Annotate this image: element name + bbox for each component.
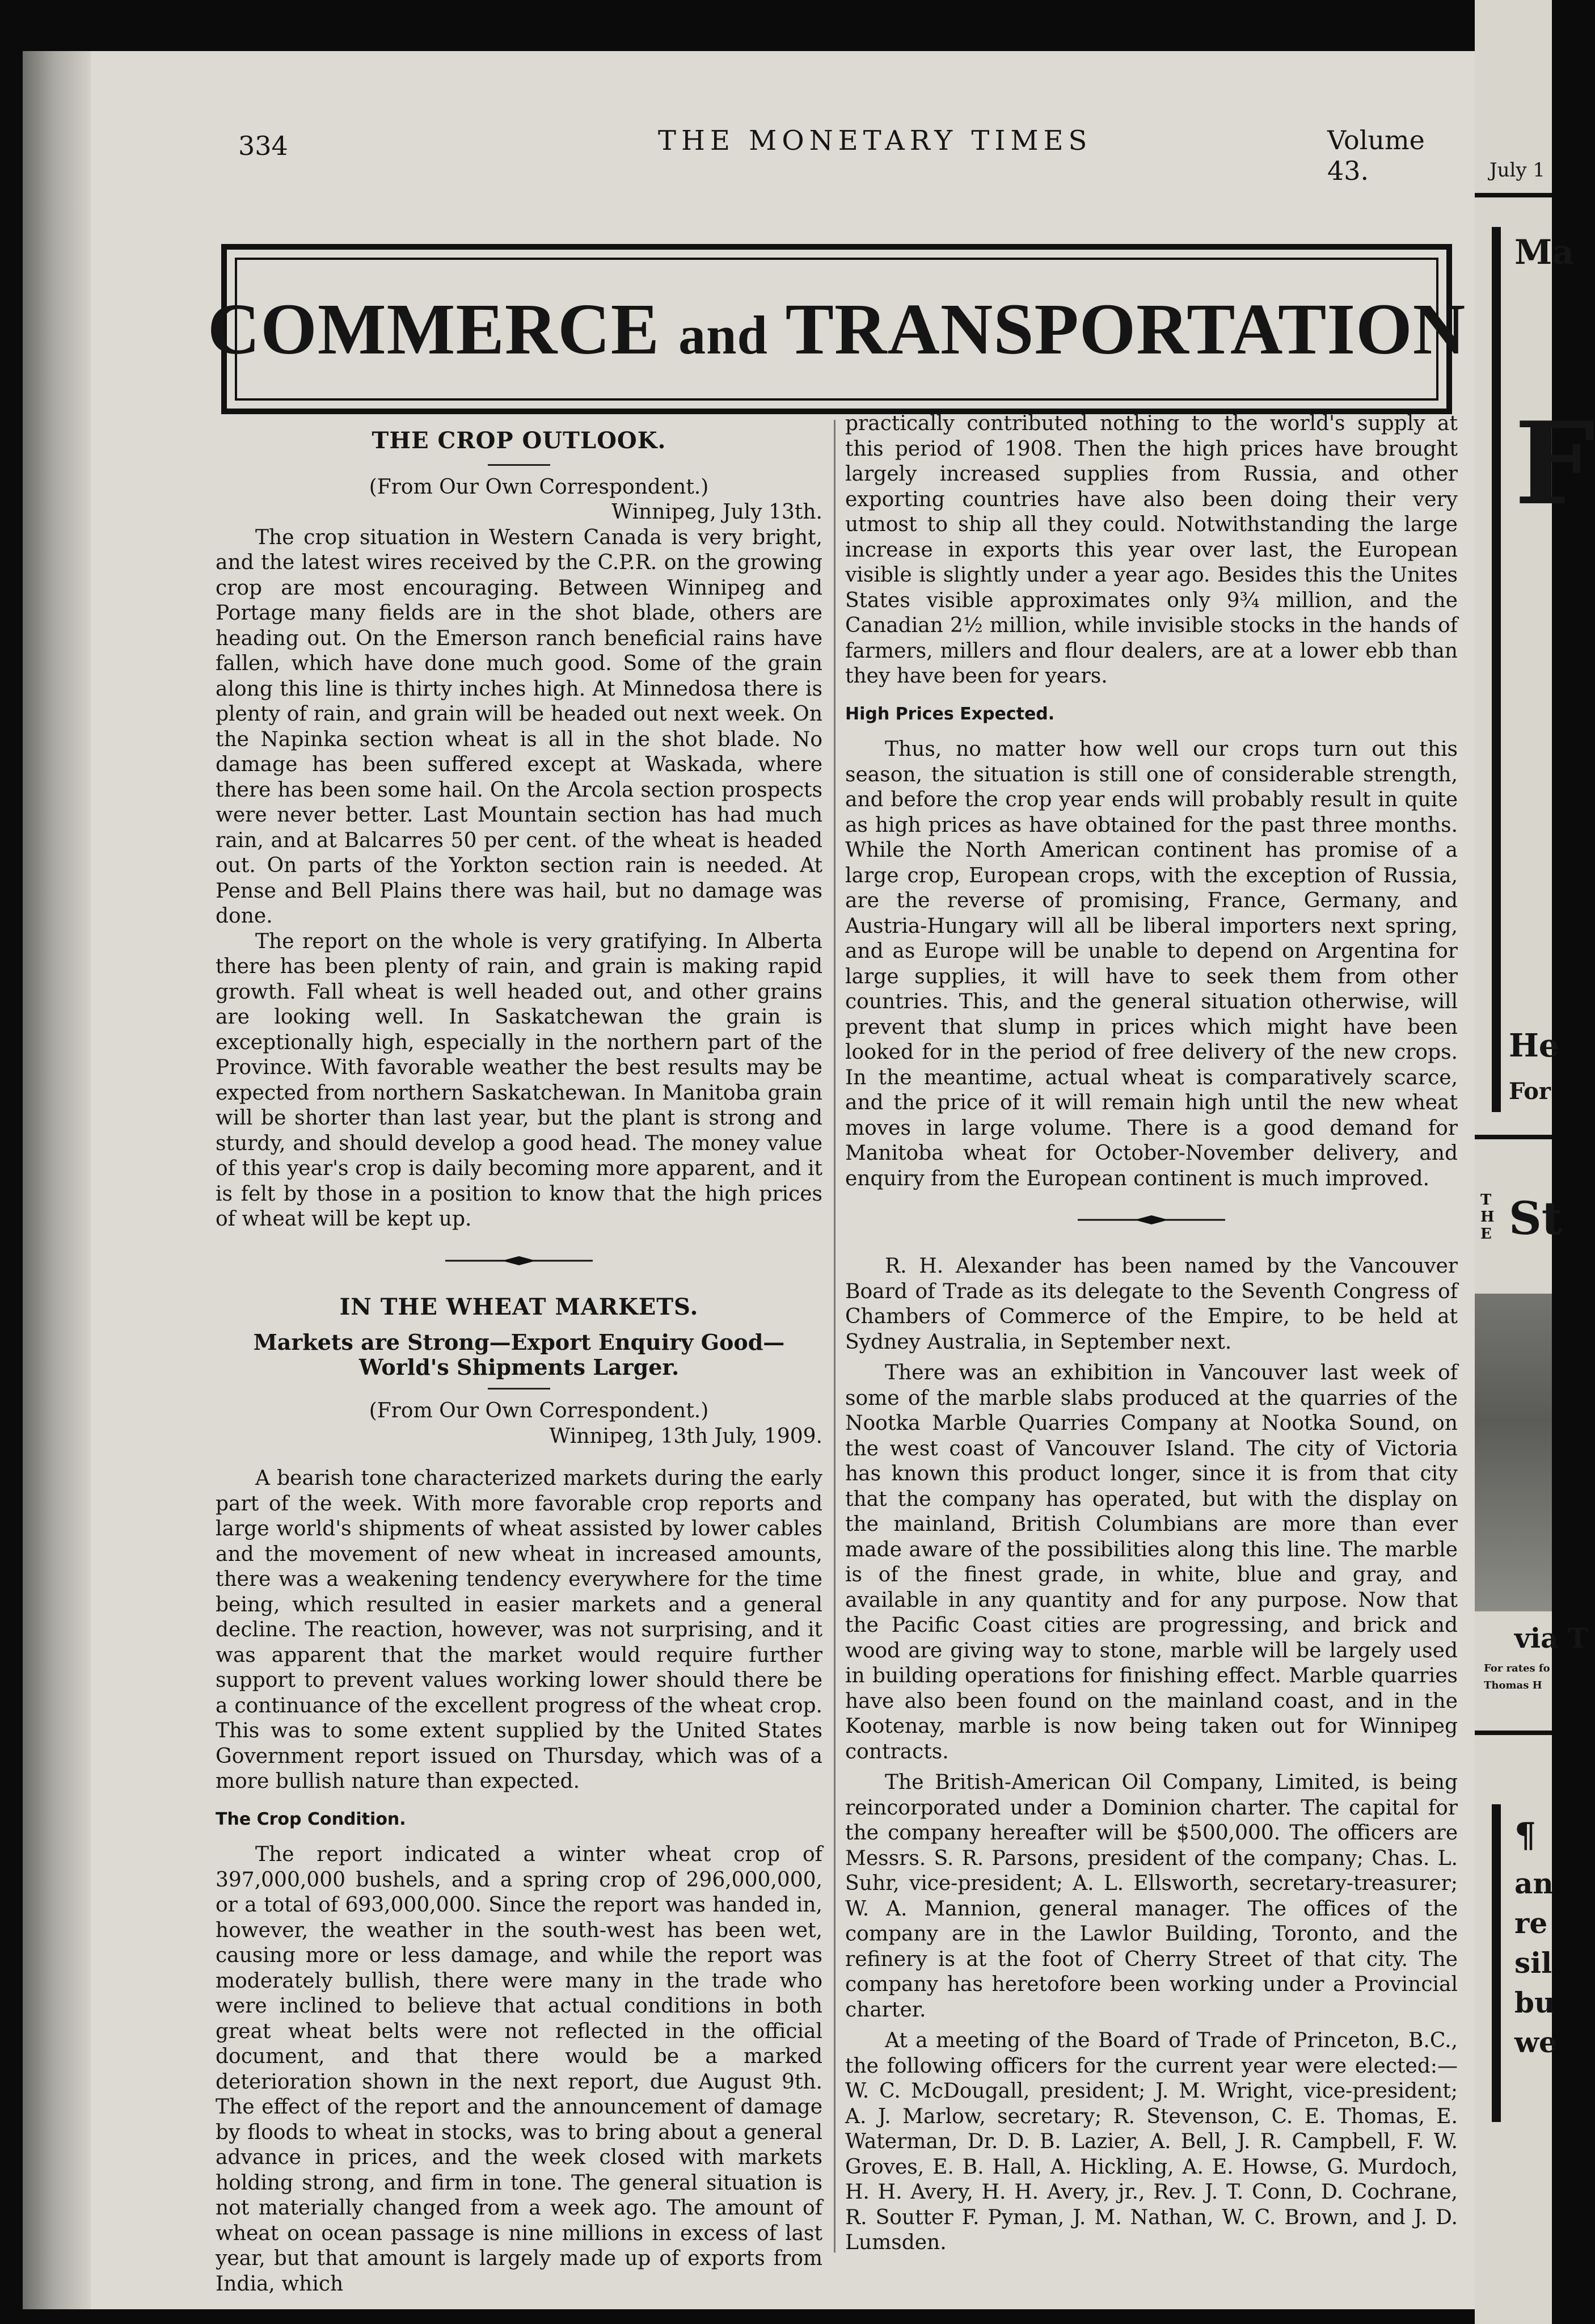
adjacent-date: July 1 <box>1489 159 1546 182</box>
section-banner <box>207 244 1466 414</box>
crop-outlook-paragraph: The crop situation in Western Canada is very bright, and the latest wires received by the C.P.R. on the growing crop are most encouraging. Between Winnipeg and Portage many fields are in the shot blade, others are heading out. On the Emerson ranch beneficial rains have fallen, which have done much good. Some of the grain along this line is thirty inches high. At Minnedosa there is plenty of rain, and grain will be headed out next week. On the Napinka section wheat is all in the shot blade. No damage has been suffered except at Waskada, where there has been some hail. On the Arcola section prospects were never better. Last Mountain section has had much rain, and at Balcarres 50 per cent. of the wheat is headed out. On parts of the Yorkton section rain is needed. At Pense and Bell Plains there was hail, but no damage was done. <box>216 525 822 928</box>
adjacent-photo <box>1475 1294 1552 1611</box>
wheat-markets-byline: (From Our Own Correspondent.) <box>369 1399 709 1422</box>
adjacent-fragment: ¶ <box>1514 1816 1537 1855</box>
adjacent-ad-text: Ma <box>1514 233 1575 272</box>
adjacent-page-fragment <box>1475 0 1595 2324</box>
adjacent-side-letter: E <box>1480 1226 1492 1243</box>
adjacent-ad-text: For rates fo <box>1484 1662 1550 1674</box>
crop-outlook-byline: (From Our Own Correspondent.) <box>369 475 709 499</box>
adjacent-ad-text: He <box>1509 1027 1559 1064</box>
adjacent-rule <box>1475 1135 1552 1139</box>
section-title <box>208 288 1466 371</box>
ornament-rule-icon <box>445 1255 593 1266</box>
adjacent-border <box>1492 227 1501 1112</box>
wheat-markets-paragraph: Thus, no matter how well our crops turn out this season, the situation is still one of considerable strength, and before the crop year ends will probably result in quite as high prices as have obtained for the past three months. While the North American continent has promise of a large crop, European crops, with the exception of Russia, are the reverse of promising, France, Germany, and Austria-Hungary will all be liberal importers next spring, and as Europe will be unable to depend on Argentina for large supplies, it will have to seek them from other countries. This, and the general situation otherwise, will prevent that slump in prices which might have been looked for in the period of free delivery of the new crops. In the meantime, actual wheat is comparatively scarce, and the price of it will remain high until the new wheat moves in large volume. There is a good demand for Manitoba wheat for October-November delivery, and enquiry from the European continent is much improved. <box>845 738 1458 1190</box>
crop-outlook-paragraph: The report on the whole is very gratifying. In Alberta there has been plenty of rain, and grain is making rapid growth. Fall wheat is well headed out, and other grains are looking well. In Saskatchewan the grain is exceptionally high, especially in the northern part of the Province. With favorable weather the best results may be expected from northern Saskatchewan. In Manitoba grain will be shorter than last year, but the plant is strong and sturdy, and should develop a good head. The money value of this year's crop is daily becoming more apparent, and it is felt by those in a position to know that the high prices of wheat will be kept up. <box>216 929 822 1231</box>
adjacent-ad-text: F <box>1514 397 1595 531</box>
adjacent-side-letter: T <box>1480 1192 1492 1209</box>
section-title-word-3: TRANSPORTATION <box>785 288 1466 369</box>
wheat-markets-paragraph: A bearish tone characterized markets during the early part of the week. With more favorable crop reports and large world's shipments of wheat assisted by lower cables and the movement of new wheat in increased amounts, there was a weakening tendency everywhere for the time being, which resulted in easier markets and a general decline. The reaction, however, was not surprising, and it was apparent that the market would require further support to prevent values working lower should there be a continuance of the excellent progress of the wheat crop. This was to some extent supplied by the United States Government report issued on Thursday, which was of a more bullish nature than expected. <box>216 1467 822 1793</box>
adjacent-side-letter: H <box>1480 1209 1495 1226</box>
adjacent-ad-text: Thomas H <box>1484 1679 1542 1691</box>
publication-title: THE MONETARY TIMES <box>658 125 1092 157</box>
page-header <box>238 125 1441 186</box>
adjacent-rule <box>1475 1731 1552 1735</box>
adjacent-ad-text: via T <box>1514 1623 1588 1654</box>
title-rule <box>488 1388 550 1390</box>
ornament-rule-icon <box>1078 1214 1225 1226</box>
volume-label: Volume 43. <box>1327 125 1425 186</box>
adjacent-fragment: bu <box>1514 1986 1555 2019</box>
crop-condition-heading: The Crop Condition. <box>216 1809 406 1829</box>
section-banner-inner <box>207 258 1466 401</box>
news-item: The British-American Oil Company, Limited, is being reincorporated under a Dominion charter. The capital for the company hereafter will be $500,000. The officers are Messrs. S. R. Parsons, president of the company; Chas. L. Suhr, vice-president; A. L. Ellsworth, secretary-treasurer; W. A. Mannion, general manager. The offices of the company are in the Lawlor Building, Toronto, and the refinery is at the foot of Cherry Street of that city. The company has heretofore been working under a Provincial charter. <box>845 1771 1458 2022</box>
section-title-word-1: COMMERCE <box>207 288 660 369</box>
high-prices-heading: High Prices Expected. <box>845 704 1055 724</box>
adjacent-ad-text: For <box>1509 1078 1551 1105</box>
adjacent-fragment: re <box>1514 1906 1548 1940</box>
page-binding-shadow <box>23 51 91 2309</box>
news-item: There was an exhibition in Vancouver last week of some of the marble slabs produced at the quarries of the Nootka Marble Quarries Company at Nootka Sound, on the west coast of Vancouver Island. The city of Victoria has known this product longer, since it is from that city that the company has operated, but with the display on the mainland, British Columbians are more than ever made aware of the possibilities along this line. The marble is of the finest grade, in white, blue and gray, and available in any quantity and for any purpose. Now that the Pacific Coast cities are progressing, and brick and wood are giving way to stone, marble will be largely used in building operations for finishing effect. Marble quarries have also been found on the mainland coast, and in the Kootenay, marble is now being taken out for Winnipeg contracts. <box>845 1361 1458 1763</box>
adjacent-fragment: we <box>1514 2026 1557 2059</box>
left-column <box>216 428 822 2297</box>
section-title-word-2: and <box>678 304 768 365</box>
adjacent-fragment: sil <box>1514 1946 1552 1980</box>
section-ornament <box>216 1249 822 1272</box>
wheat-markets-continued: practically contributed nothing to the world's supply at this period of 1908. Then the high prices have brought largely increased supplies from Russia, and other exporting countries have also been doing their very utmost to ship all they could. Notwithstanding the large increase in exports this year over last, the European visible is slightly under a year ago. Besides this the Unites States visible approximates only 9¾ million, and the Canadian 2½ million, while invisible stocks in the hands of farmers, millers and flour dealers, are at a lower ebb than they have been for years. <box>845 412 1458 688</box>
newspaper-page <box>23 51 1475 2309</box>
adjacent-ad-text: St <box>1509 1192 1563 1245</box>
crop-outlook-title: THE CROP OUTLOOK. <box>372 427 666 454</box>
wheat-markets-title: IN THE WHEAT MARKETS. <box>339 1293 699 1320</box>
page-number: 334 <box>238 130 288 161</box>
adjacent-rule <box>1475 193 1552 197</box>
section-ornament <box>845 1209 1458 1231</box>
crop-outlook-dateline: Winnipeg, July 13th. <box>611 500 822 524</box>
right-column <box>845 411 1458 2256</box>
column-divider <box>834 420 836 2253</box>
adjacent-border <box>1492 1804 1501 2122</box>
adjacent-fragment: an <box>1514 1867 1554 1900</box>
wheat-markets-paragraph: The report indicated a winter wheat crop of 397,000,000 bushels, and a spring crop of 296,000,000, or a total of 693,000,000. Since the report was handed in, however, the weather in the south-west has been wet, causing more or less damage, and while the report was moderately bullish, there were many in the trade who were inclined to believe that actual conditions in both great wheat belts were not reflected in the official document, and that there would be a marked deterioration shown in the next report, due August 9th. The effect of the report and the announcement of damage by floods to wheat in stocks, was to bring about a general advance in prices, and the week closed with markets holding strong, and firm in tone. The general situation is not materially changed from a week ago. The amount of wheat on ocean passage is nine millions in excess of last year, but that amount is largely made up of exports from India, which <box>216 1843 822 2296</box>
title-rule <box>488 464 550 466</box>
news-item: R. H. Alexander has been named by the Vancouver Board of Trade as its delegate to the Seventh Congress of Chambers of Commerce of the Empire, to be held at Sydney Australia, in September next. <box>845 1254 1458 1354</box>
wheat-markets-subtitle: Markets are Strong—Export Enquiry Good—World's Shipments Larger. <box>253 1329 785 1380</box>
wheat-markets-dateline: Winnipeg, 13th July, 1909. <box>549 1424 822 1448</box>
news-item: At a meeting of the Board of Trade of Princeton, B.C., the following officers for the current year were elected:—W. C. McDougall, president; J. M. Wright, vice-president; A. J. Marlow, secretary; R. Stevenson, C. E. Thomas, E. Waterman, Dr. D. B. Lazier, A. Bell, J. R. Campbell, F. W. Groves, E. B. Hall, A. Hickling, A. E. Howse, G. Murdoch, H. H. Avery, H. H. Avery, jr., Rev. J. T. Conn, D. Cochrane, R. Soutter F. Pyman, J. M. Nathan, W. C. Brown, and J. D. Lumsden. <box>845 2029 1458 2254</box>
